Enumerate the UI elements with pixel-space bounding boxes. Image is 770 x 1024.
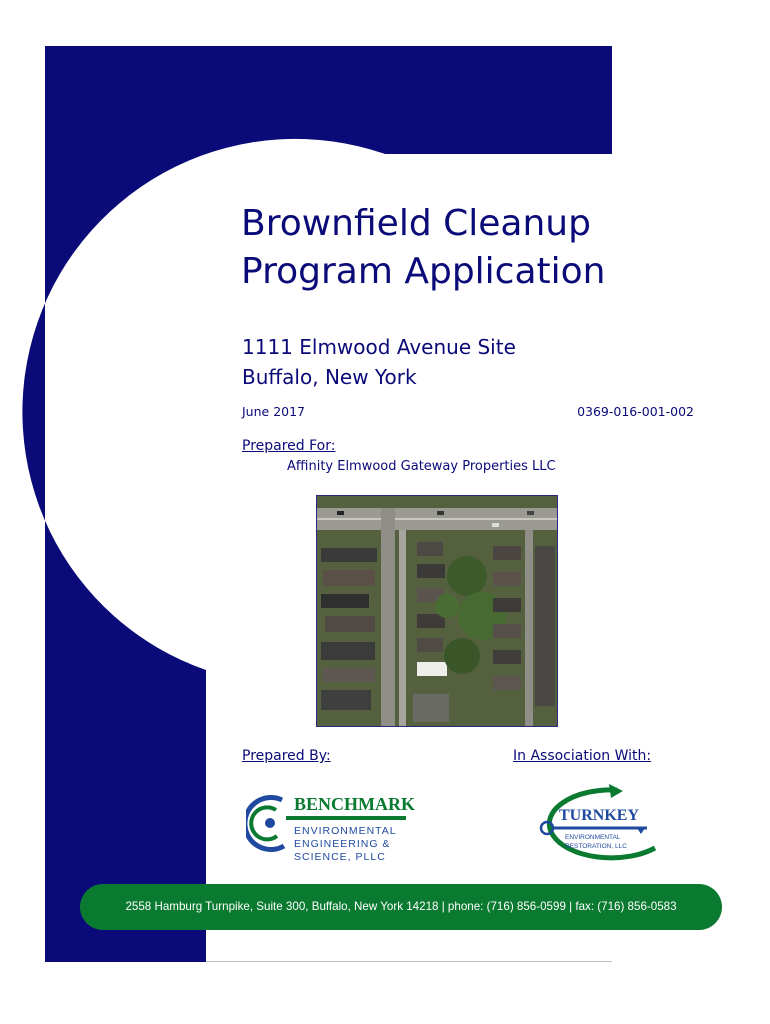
turnkey-line-1: ENVIRONMENTAL (565, 834, 621, 841)
contact-info: 2558 Hamburg Turnpike, Suite 300, Buffalo, New York 14218 | phone: (716) 856-0599 | fax: (716) 856-0583 (125, 900, 677, 913)
aerial-site-photo (316, 495, 558, 727)
benchmark-line-2: ENGINEERING & (294, 838, 391, 850)
report-date: June 2017 (242, 404, 306, 419)
contact-footer (80, 884, 722, 930)
title-line-2: Program Application (241, 251, 606, 292)
project-number: 0369-016-001-002 (577, 404, 694, 419)
benchmark-line-1: ENVIRONMENTAL (294, 825, 397, 837)
turnkey-line-2: RESTORATION, LLC (565, 843, 627, 850)
benchmark-line-3: SCIENCE, PLLC (294, 851, 386, 863)
site-location: Buffalo, New York (242, 365, 417, 389)
prepared-for-heading: Prepared For: (242, 438, 336, 454)
turnkey-logo-graphic (525, 782, 675, 866)
bottom-divider (206, 961, 612, 962)
association-heading: In Association With: (513, 748, 652, 764)
benchmark-logo-graphic (246, 786, 416, 864)
site-block (242, 332, 516, 392)
title-line-1: Brownfield Cleanup (241, 203, 591, 244)
report-title (241, 200, 605, 296)
benchmark-logo (246, 786, 416, 869)
aerial-photo-image (317, 496, 557, 726)
turnkey-logo (525, 782, 675, 871)
site-name: 1111 Elmwood Avenue Site (242, 335, 516, 359)
prepared-by-heading: Prepared By: (242, 748, 331, 764)
client-name: Affinity Elmwood Gateway Properties LLC (287, 459, 556, 474)
turnkey-name: TURNKEY (559, 807, 640, 824)
benchmark-name: BENCHMARK (294, 794, 415, 814)
